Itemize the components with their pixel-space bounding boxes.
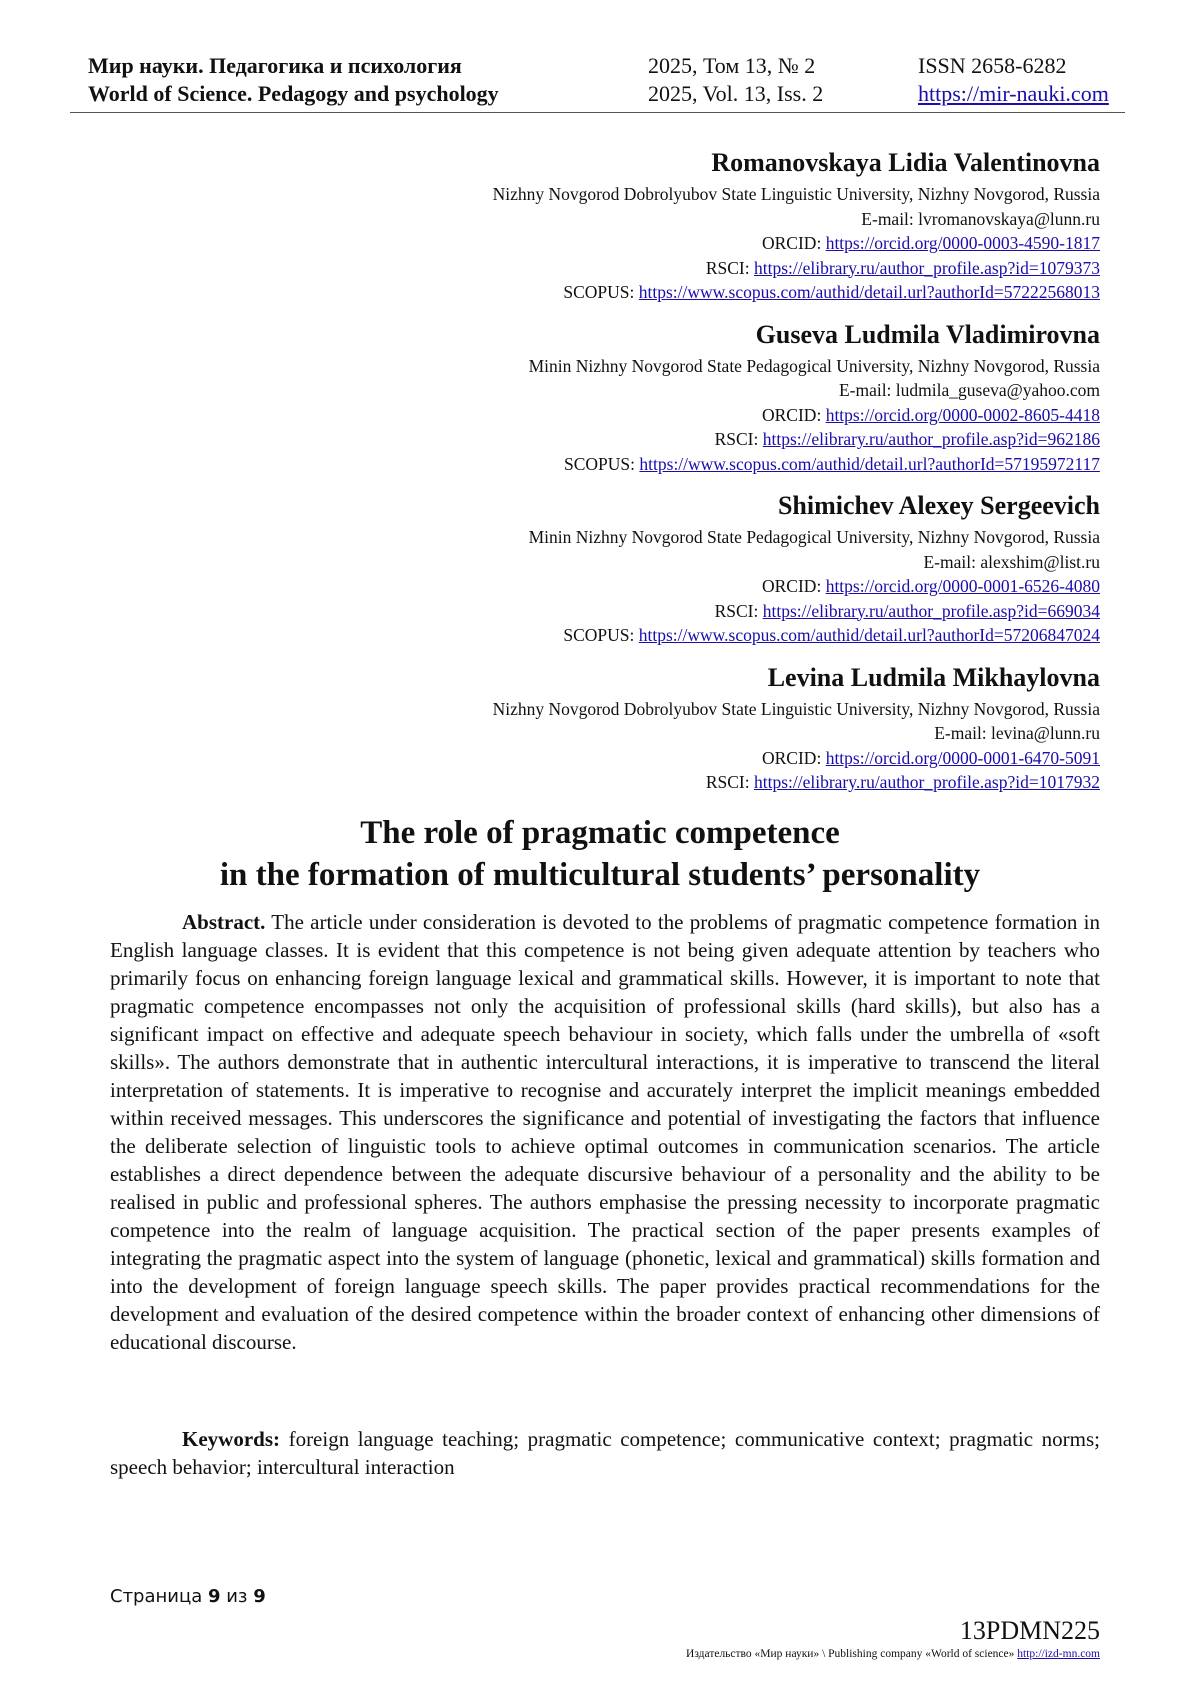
page-current: 9 (207, 1586, 221, 1607)
scopus-link[interactable]: https://www.scopus.com/authid/detail.url?authorId=57195972117 (639, 453, 1100, 474)
issue-en: 2025, Vol. 13, Iss. 2 (648, 81, 824, 106)
orcid-link[interactable]: https://orcid.org/0000-0001-6526-4080 (825, 576, 1100, 596)
rsci-link[interactable]: https://elibrary.ru/author_profile.asp?id=669034 (762, 600, 1100, 621)
scopus-label: SCOPUS: (563, 625, 639, 645)
orcid-link[interactable]: https://orcid.org/0000-0002-8605-4418 (825, 404, 1100, 425)
publisher-text: Издательство «Мир науки» \ Publishing company «World of science» (686, 1648, 1018, 1660)
author-orcid (100, 231, 1100, 256)
rsci-label: RSCI: (705, 257, 754, 278)
author-rsci (100, 599, 1100, 624)
author-rsci (100, 256, 1100, 281)
author-email: E-mail: alexshim@list.ru (923, 551, 1100, 572)
authors-block (100, 146, 1100, 808)
page-number (110, 1586, 266, 1607)
scopus-link[interactable]: https://www.scopus.com/authid/detail.url?authorId=57206847024 (638, 625, 1100, 645)
abstract-label: Abstract. (182, 910, 266, 934)
issue-block (648, 52, 823, 108)
author-rsci (100, 770, 1100, 795)
author-orcid (100, 403, 1100, 428)
rsci-label: RSCI: (705, 772, 754, 792)
author-email: E-mail: ludmila_guseva@yahoo.com (838, 380, 1100, 400)
journal-site-link[interactable]: https://mir-nauki.com (918, 81, 1109, 106)
scopus-link[interactable]: https://www.scopus.com/authid/detail.url?authorId=57222568013 (638, 282, 1100, 302)
journal-title-ru: Мир науки. Педагогика и психология (88, 53, 462, 78)
rsci-label: RSCI: (714, 429, 763, 449)
author-affiliation: Minin Nizhny Novgorod State Pedagogical University, Nizhny Novgorod, Russia (528, 355, 1100, 376)
orcid-label: ORCID: (762, 404, 826, 425)
article-title (100, 812, 1100, 896)
author-card (100, 489, 1100, 648)
header-divider (70, 112, 1125, 113)
journal-title-block (88, 52, 499, 108)
author-scopus (100, 280, 1100, 305)
author-name: Romanovskaya Lidia Valentinovna (711, 148, 1100, 177)
author-affiliation: Nizhny Novgorod Dobrolyubov State Linguistic University, Nizhny Novgorod, Russia (492, 184, 1100, 204)
author-name: Guseva Ludmila Vladimirovna (755, 319, 1100, 349)
article-title-line: The role of pragmatic competence (360, 815, 840, 851)
author-email: E-mail: levina@lunn.ru (934, 723, 1100, 743)
rsci-label: RSCI: (714, 600, 763, 621)
keywords-paragraph (110, 1425, 1100, 1481)
orcid-label: ORCID: (762, 576, 826, 596)
issn: ISSN 2658-6282 (918, 53, 1067, 78)
abstract-text: The article under consideration is devoted to the problems of pragmatic competence formation in English language classes. It is evident that this competence is not being given adequate attention by teachers who primarily focus on enhancing foreign language lexical and grammatical skills. However, it is important to note that pragmatic competence encompasses not only the acquisition of professional skills (hard skills), but also has a significant impact on effective and adequate speech behaviour in society, which falls under the umbrella of «soft skills». The authors demonstrate that in authentic intercultural interactions, it is imperative to transcend the literal interpretation of statements. It is imperative to recognise and accurately interpret the implicit meanings embedded within received messages. This underscores the significance and potential of investigating the factors that influence the deliberate selection of linguistic tools to achieve optimal outcomes in communication scenarios. The article establishes a direct dependence between the adequate discursive behaviour of a personality and the ability to be realised in public and professional spheres. The authors emphasise the pressing necessity to incorporate pragmatic competence into the realm of language acquisition. The practical section of the paper presents examples of integrating the pragmatic aspect into the system of language (phonetic, lexical and grammatical) skills formation and into the development of foreign language speech skills. The paper provides practical recommendations for the development and evaluation of the desired competence within the broader context of enhancing other dimensions of educational discourse. (110, 910, 1100, 1354)
author-affiliation: Nizhny Novgorod Dobrolyubov State Linguistic University, Nizhny Novgorod, Russia (492, 698, 1100, 719)
orcid-link[interactable]: https://orcid.org/0000-0003-4590-1817 (825, 233, 1100, 253)
author-card (100, 318, 1100, 477)
page-total: 9 (253, 1586, 266, 1607)
author-card (100, 146, 1100, 305)
keywords-text: foreign language teaching; pragmatic competence; communicative context; pragmatic norms; speech behavior; intercultural interaction (110, 1427, 1100, 1479)
rsci-link[interactable]: https://elibrary.ru/author_profile.asp?id=1079373 (753, 257, 1100, 278)
abstract-paragraph (110, 908, 1100, 1356)
author-name: Levina Ludmila Mikhaylovna (767, 662, 1100, 692)
orcid-link[interactable]: https://orcid.org/0000-0001-6470-5091 (825, 747, 1100, 768)
author-scopus (100, 623, 1100, 648)
author-orcid (100, 574, 1100, 599)
page-mid: из (220, 1586, 254, 1607)
article-code: 13PDMN225 (959, 1616, 1100, 1645)
author-email: E-mail: lvromanovskaya@lunn.ru (861, 208, 1100, 229)
author-card (100, 661, 1100, 795)
publisher-line (686, 1648, 1100, 1660)
rsci-link[interactable]: https://elibrary.ru/author_profile.asp?id=962186 (762, 429, 1100, 449)
scopus-label: SCOPUS: (564, 453, 640, 474)
journal-title-en: World of Science. Pedagogy and psychology (88, 81, 499, 106)
article-title-line: in the formation of multicultural students’ personality (219, 857, 981, 893)
scopus-label: SCOPUS: (563, 282, 639, 302)
orcid-label: ORCID: (762, 747, 826, 768)
journal-header (88, 52, 1118, 110)
issn-block (918, 52, 1109, 108)
page-prefix: Страница (110, 1586, 208, 1607)
author-scopus (100, 452, 1100, 477)
author-rsci (100, 427, 1100, 452)
rsci-link[interactable]: https://elibrary.ru/author_profile.asp?id=1017932 (753, 772, 1100, 792)
issue-ru: 2025, Том 13, № 2 (648, 53, 816, 78)
keywords-label: Keywords: (182, 1427, 280, 1451)
author-name: Shimichev Alexey Sergeevich (777, 491, 1100, 520)
publisher-link[interactable]: http://izd-mn.com (1017, 1648, 1100, 1660)
author-orcid (100, 746, 1100, 771)
orcid-label: ORCID: (762, 233, 826, 253)
author-affiliation: Minin Nizhny Novgorod State Pedagogical University, Nizhny Novgorod, Russia (528, 527, 1100, 547)
